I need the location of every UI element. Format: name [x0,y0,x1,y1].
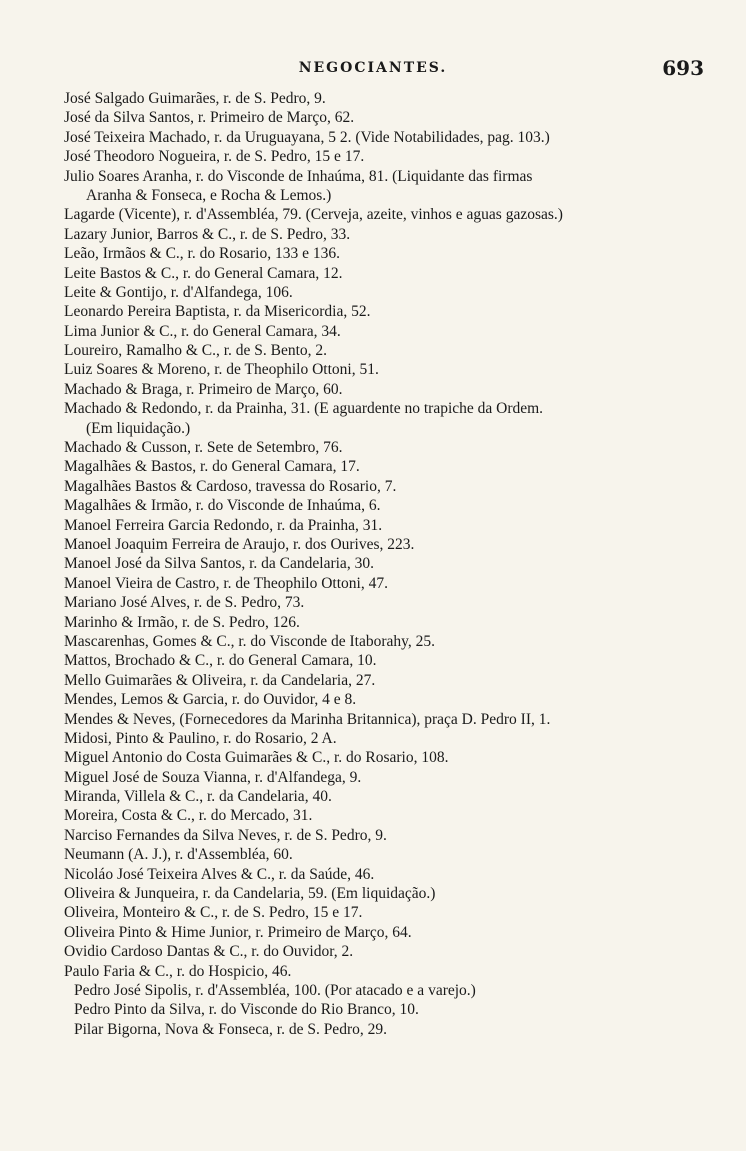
list-item: Miguel Antonio do Costa Guimarães & C., r. do Rosario, 108. [64,749,449,767]
list-item: José Teixeira Machado, r. da Uruguayana, 5 2. (Vide Notabilidades, pag. 103.) [64,128,550,146]
list-item: Midosi, Pinto & Paulino, r. do Rosario, 2 A. [64,729,337,747]
list-item: José Theodoro Nogueira, r. de S. Pedro, 15 e 17. [64,148,365,166]
list-item: José da Silva Santos, r. Primeiro de Março, 62. [64,109,355,127]
list-item: Marinho & Irmão, r. de S. Pedro, 126. [64,613,300,631]
list-item: Mendes & Neves, (Fornecedores da Marinha Britannica), praça D. Pedro II, 1. [64,710,551,728]
list-item: Machado & Cusson, r. Sete de Setembro, 76. [64,439,343,457]
list-item: Oliveira & Junqueira, r. da Candelaria, 59. (Em liquidação.) [64,885,436,903]
list-item: Miguel José de Souza Vianna, r. d'Alfandega, 9. [64,768,362,786]
list-item: Mendes, Lemos & Garcia, r. do Ouvidor, 4 e 8. [64,691,357,709]
list-item: Moreira, Costa & C., r. do Mercado, 31. [64,807,313,825]
list-item: Lazary Junior, Barros & C., r. de S. Pedro, 33. [64,225,351,243]
page-header [0,56,746,82]
list-item: Manoel José da Silva Santos, r. da Candelaria, 30. [64,555,374,573]
list-item: Leite & Gontijo, r. d'Alfandega, 106. [64,283,293,301]
list-item: Pilar Bigorna, Nova & Fonseca, r. de S. Pedro, 29. [74,1020,387,1038]
list-item: Luiz Soares & Moreno, r. de Theophilo Ottoni, 51. [64,361,379,379]
list-item: Neumann (A. J.), r. d'Assembléa, 60. [64,846,293,864]
list-item: Mello Guimarães & Oliveira, r. da Candelaria, 27. [64,671,376,689]
list-item: Manoel Ferreira Garcia Redondo, r. da Prainha, 31. [64,516,383,534]
list-item: Mascarenhas, Gomes & C., r. do Visconde de Itaborahy, 25. [64,632,435,650]
list-item: Loureiro, Ramalho & C., r. de S. Bento, 2. [64,342,328,360]
list-item: José Salgado Guimarães, r. de S. Pedro, 9. [64,90,326,107]
page-number: 693 [662,56,704,80]
list-item: Oliveira Pinto & Hime Junior, r. Primeiro de Março, 64. [64,923,412,941]
section-title: NEGOCIANTES. [298,60,448,76]
list-item: Leão, Irmãos & C., r. do Rosario, 133 e 136. [64,245,340,263]
list-item: Machado & Redondo, r. da Prainha, 31. (E aguardente no trapiche da Ordem. [64,400,544,418]
list-item: Paulo Faria & C., r. do Hospicio, 46. [64,962,292,980]
list-item: Magalhães & Irmão, r. do Visconde de Inhaúma, 6. [64,497,381,515]
list-item: Miranda, Villela & C., r. da Candelaria, 40. [64,788,332,806]
list-item: Magalhães Bastos & Cardoso, travessa do Rosario, 7. [64,477,397,495]
list-item: Lima Junior & C., r. do General Camara, 34. [64,322,341,340]
list-item: Ovidio Cardoso Dantas & C., r. do Ouvidor, 2. [64,943,354,961]
list-item: Manoel Joaquim Ferreira de Araujo, r. dos Ourives, 223. [64,535,415,553]
list-item: Nicoláo José Teixeira Alves & C., r. da Saúde, 46. [64,865,375,883]
list-item: Magalhães & Bastos, r. do General Camara, 17. [64,458,360,476]
list-item: Pedro José Sipolis, r. d'Assembléa, 100. (Por atacado e a varejo.) [74,981,476,999]
list-item: Lagarde (Vicente), r. d'Assembléa, 79. (Cerveja, azeite, vinhos e aguas gazosas.) [64,206,563,224]
list-item: Pedro Pinto da Silva, r. do Visconde do Rio Branco, 10. [74,1001,419,1019]
list-item: Mattos, Brochado & C., r. do General Camara, 10. [64,652,377,670]
list-item: Leonardo Pereira Baptista, r. da Misericordia, 52. [64,303,371,321]
list-item: Julio Soares Aranha, r. do Visconde de Inhaúma, 81. (Liquidante das firmas [64,167,533,185]
list-item: Oliveira, Monteiro & C., r. de S. Pedro, 15 e 17. [64,904,363,922]
list-item: Machado & Braga, r. Primeiro de Março, 60. [64,380,343,398]
merchant-list [64,89,714,1039]
list-item-continuation: (Em liquidação.) [86,419,191,437]
list-item-continuation: Aranha & Fonseca, e Rocha & Lemos.) [86,186,332,204]
list-item: Narciso Fernandes da Silva Neves, r. de S. Pedro, 9. [64,826,387,844]
list-item: Mariano José Alves, r. de S. Pedro, 73. [64,594,305,612]
list-item: Manoel Vieira de Castro, r. de Theophilo Ottoni, 47. [64,574,388,592]
list-item: Leite Bastos & C., r. do General Camara, 12. [64,264,343,282]
